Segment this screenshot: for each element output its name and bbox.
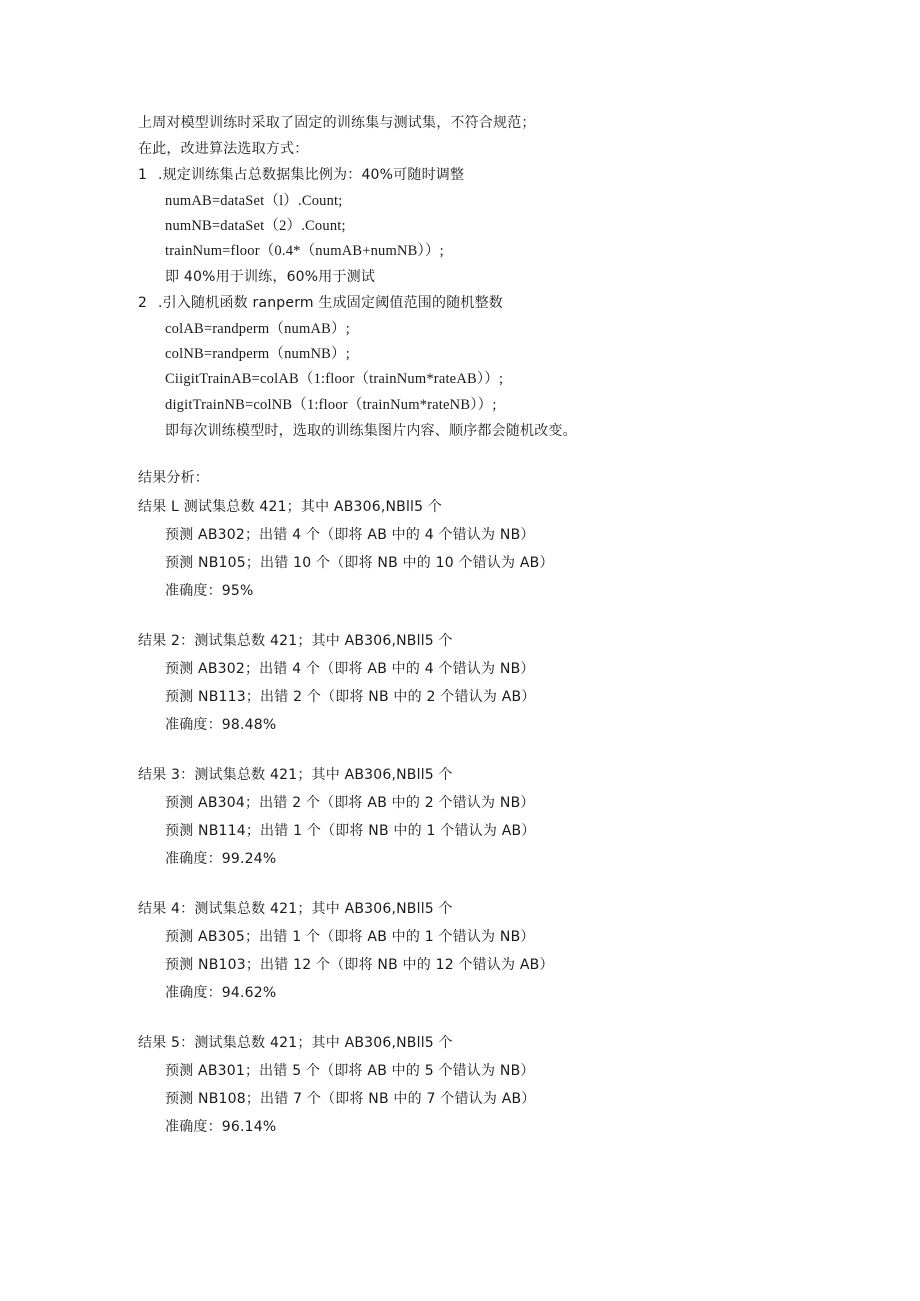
step-1-code-line-3: trainNum=floor（0.4*（numAB+numNB））; <box>165 243 444 259</box>
result-2-pred-ab: 预测 AB302；出错 4 个（即将 AB 中的 4 个错认为 NB） <box>165 661 535 677</box>
step-2-note: 即每次训练模型时，选取的训练集图片内容、顺序都会随机改变。 <box>165 423 577 439</box>
step-1-title: .规定训练集占总数据集比例为：40%可随时调整 <box>158 167 465 183</box>
result-1-accuracy: 准确度：95% <box>165 583 254 599</box>
step-2-code-line-4: digitTrainNB=colNB（1:floor（trainNum*rateNB））; <box>165 397 497 413</box>
step-2-title: .引入随机函数 ranperm 生成固定阈值范围的随机整数 <box>158 295 504 311</box>
result-1-title: 结果 L 测试集总数 421；其中 AB306,NBll5 个 <box>138 499 443 515</box>
result-2-pred-nb: 预测 NB113；出错 2 个（即将 NB 中的 2 个错认为 AB） <box>165 689 536 705</box>
step-2-heading <box>138 293 503 313</box>
step-1-code-line-1: numAB=dataSet（l）.Count; <box>165 193 343 209</box>
intro-line-2: 在此，改进算法选取方式： <box>138 141 309 157</box>
result-4-pred-ab: 预测 AB305；出错 1 个（即将 AB 中的 1 个错认为 NB） <box>165 929 535 945</box>
analysis-heading: 结果分析： <box>138 470 209 486</box>
step-2-code-line-1: colAB=randperm（numAB）; <box>165 321 350 337</box>
result-1-pred-ab: 预测 AB302；出错 4 个（即将 AB 中的 4 个错认为 NB） <box>165 527 535 543</box>
result-1-pred-nb: 预测 NB105；出错 10 个（即将 NB 中的 10 个错认为 AB） <box>165 555 554 571</box>
step-1-heading <box>138 165 464 185</box>
step-1-note: 即 40%用于训练，60%用于测试 <box>165 269 376 285</box>
step-2-code-line-2: colNB=randperm（numNB）; <box>165 346 350 362</box>
result-3-pred-nb: 预测 NB114；出错 1 个（即将 NB 中的 1 个错认为 AB） <box>165 823 536 839</box>
result-3-title: 结果 3：测试集总数 421；其中 AB306,NBll5 个 <box>138 767 453 783</box>
result-2-title: 结果 2：测试集总数 421；其中 AB306,NBll5 个 <box>138 633 453 649</box>
step-1-code-line-2: numNB=dataSet（2）.Count; <box>165 218 346 234</box>
result-5-pred-nb: 预测 NB108；出错 7 个（即将 NB 中的 7 个错认为 AB） <box>165 1091 536 1107</box>
result-4-title: 结果 4：测试集总数 421；其中 AB306,NBll5 个 <box>138 901 453 917</box>
step-2-code-line-3: CiigitTrainAB=colAB（1:floor（trainNum*rateAB））; <box>165 371 504 387</box>
result-2-accuracy: 准确度：98.48% <box>165 717 277 733</box>
intro-line-1: 上周对模型训练时采取了固定的训练集与测试集，不符合规范； <box>138 115 536 131</box>
result-3-pred-ab: 预测 AB304；出错 2 个（即将 AB 中的 2 个错认为 NB） <box>165 795 535 811</box>
result-5-pred-ab: 预测 AB301；出错 5 个（即将 AB 中的 5 个错认为 NB） <box>165 1063 535 1079</box>
step-1-number: 1 <box>138 167 148 183</box>
result-5-accuracy: 准确度：96.14% <box>165 1119 277 1135</box>
result-3-accuracy: 准确度：99.24% <box>165 851 277 867</box>
result-4-pred-nb: 预测 NB103；出错 12 个（即将 NB 中的 12 个错认为 AB） <box>165 957 554 973</box>
result-5-title: 结果 5：测试集总数 421；其中 AB306,NBll5 个 <box>138 1035 453 1051</box>
result-4-accuracy: 准确度：94.62% <box>165 985 277 1001</box>
step-2-number: 2 <box>138 295 148 311</box>
